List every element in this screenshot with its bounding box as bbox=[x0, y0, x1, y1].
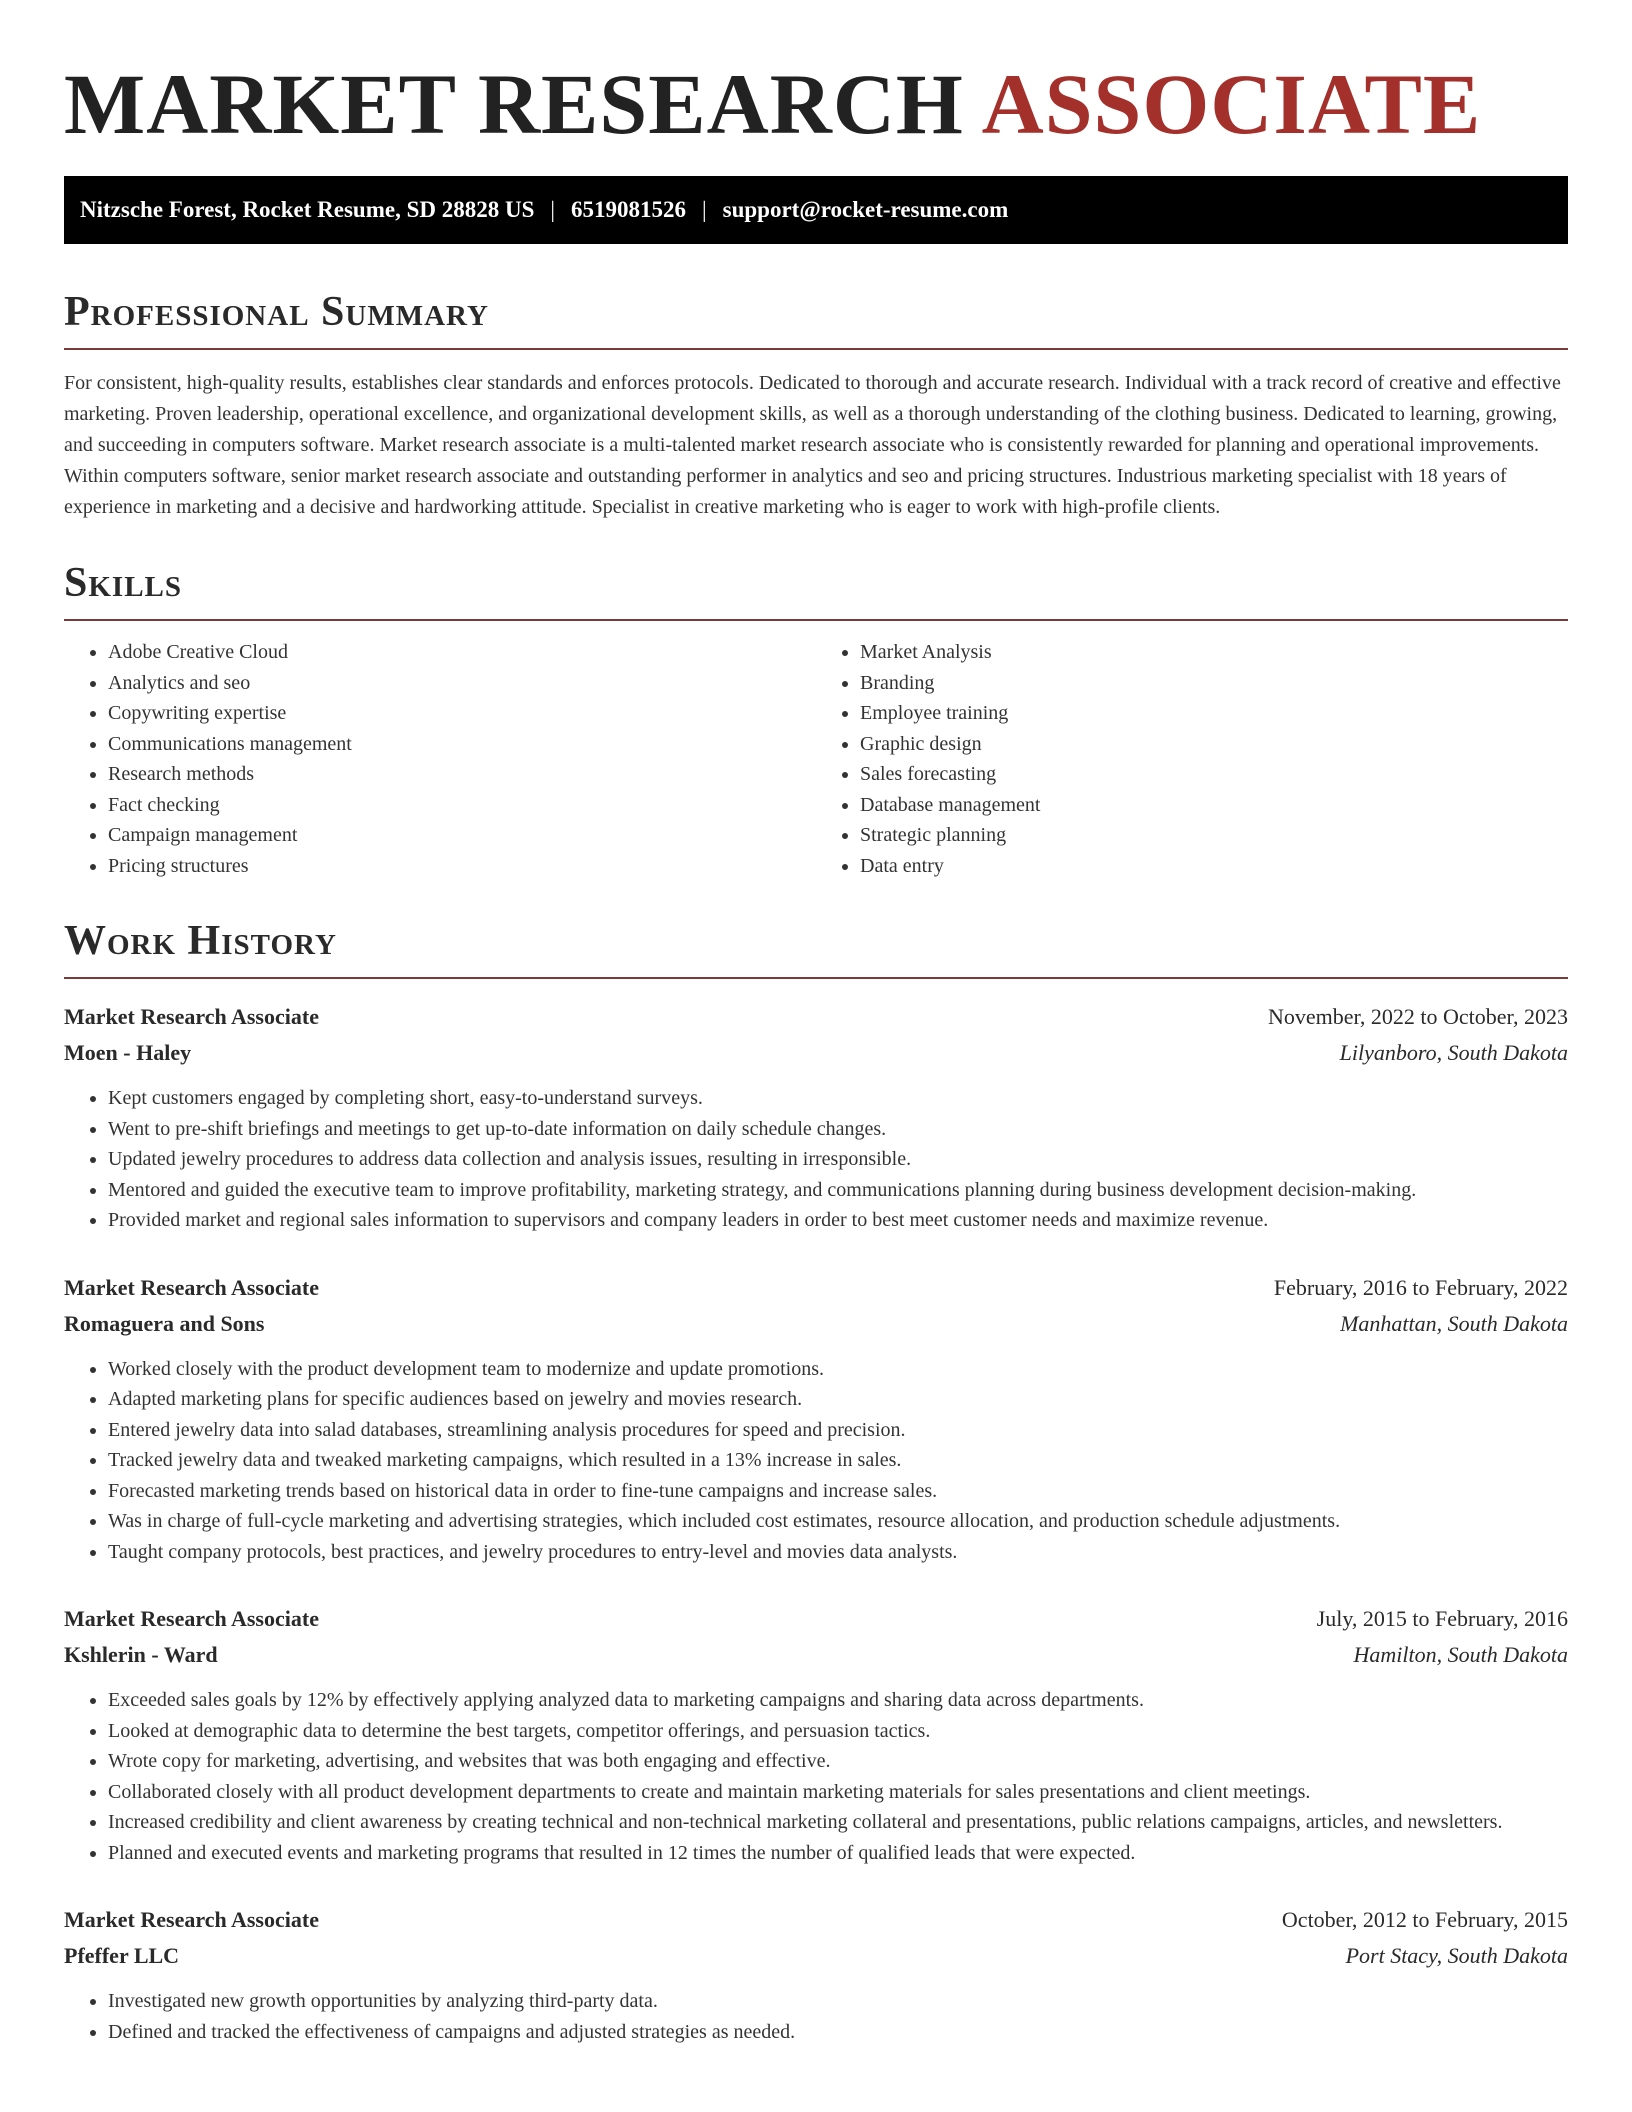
job-dates: October, 2012 to February, 2015 bbox=[1281, 1907, 1568, 1932]
job-bullets bbox=[64, 1083, 1568, 1236]
skill-item: • Employee training bbox=[860, 698, 1568, 729]
name-accent: ASSOCIATE bbox=[981, 56, 1482, 152]
job-bullet: • Forecasted marketing trends based on historical data in order to fine-tune campaigns and increase sales. bbox=[108, 1476, 1568, 1507]
summary-text: For consistent, high-quality results, establishes clear standards and enforces protocols. Dedicated to thorough and accurate research. Individual with a track record of creative and effective marketing. Proven leadership, operational excellence, and organizational development skills, as well as a thorough understanding of the clothing business. Dedicated to learning, growing, and succeeding in computers software. Market research associate is a multi-talented market research associate who is consistently rewarded for planning and operational improvements. Within computers software, senior market research associate and outstanding performer in analytics and seo and pricing structures. Industrious marketing specialist with 18 years of experience in marketing and a decisive and hardworking attitude. Specialist in creative marketing who is eager to work with high-profile clients. bbox=[64, 372, 1561, 518]
skill-item: • Research methods bbox=[108, 759, 816, 790]
skill-item: • Fact checking bbox=[108, 790, 816, 821]
contact-address: Nitzsche Forest, Rocket Resume, SD 28828 US bbox=[80, 197, 535, 222]
job-bullet: • Investigated new growth opportunities by analyzing third-party data. bbox=[108, 1986, 1568, 2017]
job-entry bbox=[64, 1902, 1568, 2047]
job-bullets bbox=[64, 1685, 1568, 1868]
skill-item: • Market Analysis bbox=[860, 637, 1568, 668]
job-dates: July, 2015 to February, 2016 bbox=[1316, 1606, 1568, 1631]
name-primary: MARKET RESEARCH bbox=[64, 56, 964, 152]
job-bullet: • Entered jewelry data into salad databases, streamlining analysis procedures for speed and precision. bbox=[108, 1415, 1568, 1446]
job-header bbox=[64, 999, 1568, 1035]
work-history-heading: Work History bbox=[64, 918, 337, 964]
job-location: Hamilton, South Dakota bbox=[1353, 1642, 1568, 1667]
job-bullet: • Tracked jewelry data and tweaked marketing campaigns, which resulted in a 13% increase in sales. bbox=[108, 1445, 1568, 1476]
job-subheader bbox=[64, 1938, 1568, 1974]
job-bullets bbox=[64, 1354, 1568, 1568]
job-bullet: • Increased credibility and client awareness by creating technical and non-technical marketing collateral and presentations, public relations campaigns, articles, and newsletters. bbox=[108, 1807, 1568, 1838]
job-subheader bbox=[64, 1306, 1568, 1342]
job-bullet: • Adapted marketing plans for specific audiences based on jewelry and movies research. bbox=[108, 1384, 1568, 1415]
job-company: Kshlerin - Ward bbox=[64, 1642, 218, 1667]
job-subheader bbox=[64, 1637, 1568, 1673]
skill-item: • Adobe Creative Cloud bbox=[108, 637, 816, 668]
job-location: Lilyanboro, South Dakota bbox=[1339, 1040, 1568, 1065]
job-title: Market Research Associate bbox=[64, 1274, 319, 1300]
contact-separator: | bbox=[550, 197, 556, 222]
job-company: Moen - Haley bbox=[64, 1040, 192, 1065]
skill-item: • Graphic design bbox=[860, 729, 1568, 760]
job-bullet: • Exceeded sales goals by 12% by effectively applying analyzed data to marketing campaigns and sharing data across departments. bbox=[108, 1685, 1568, 1716]
skill-item: • Branding bbox=[860, 668, 1568, 699]
job-bullet: • Mentored and guided the executive team to improve profitability, marketing strategy, and communications planning during business development decision-making. bbox=[108, 1175, 1568, 1206]
job-entry bbox=[64, 1601, 1568, 1868]
contact-email: support@rocket-resume.com bbox=[722, 197, 1009, 222]
job-title: Market Research Associate bbox=[64, 1606, 319, 1631]
skill-item: • Pricing structures bbox=[108, 851, 816, 882]
skill-item: • Data entry bbox=[860, 851, 1568, 882]
job-company: Romaguera and Sons bbox=[64, 1310, 265, 1336]
job-entry bbox=[64, 999, 1568, 1236]
job-header bbox=[64, 1601, 1568, 1637]
job-bullet: • Wrote copy for marketing, advertising, and websites that was both engaging and effective. bbox=[108, 1746, 1568, 1777]
job-location: Port Stacy, South Dakota bbox=[1345, 1943, 1568, 1968]
section-divider bbox=[64, 619, 1568, 621]
skills-heading: Skills bbox=[64, 560, 183, 606]
job-entry bbox=[64, 1270, 1568, 1568]
skill-item: • Copywriting expertise bbox=[108, 698, 816, 729]
job-bullet: • Went to pre-shift briefings and meetings to get up-to-date information on daily schedule changes. bbox=[108, 1114, 1568, 1145]
job-dates: February, 2016 to February, 2022 bbox=[1273, 1274, 1568, 1300]
skill-item: • Campaign management bbox=[108, 820, 816, 851]
job-bullets bbox=[64, 1986, 1568, 2047]
job-bullet: • Kept customers engaged by completing short, easy-to-understand surveys. bbox=[108, 1083, 1568, 1114]
skill-item: • Sales forecasting bbox=[860, 759, 1568, 790]
resume-name bbox=[64, 56, 1568, 152]
job-bullet: • Collaborated closely with all product development departments to create and maintain marketing materials for sales presentations and client meetings. bbox=[108, 1777, 1568, 1808]
job-bullet: • Provided market and regional sales information to supervisors and company leaders in order to best meet customer needs and maximize revenue. bbox=[108, 1205, 1568, 1236]
job-title: Market Research Associate bbox=[64, 1004, 319, 1029]
skill-item: • Analytics and seo bbox=[108, 668, 816, 699]
contact-separator: | bbox=[702, 197, 707, 222]
section-divider bbox=[64, 348, 1568, 350]
job-dates: November, 2022 to October, 2023 bbox=[1267, 1004, 1568, 1029]
contact-bar bbox=[64, 176, 1568, 244]
job-bullet: • Updated jewelry procedures to address data collection and analysis issues, resulting in irresponsible. bbox=[108, 1144, 1568, 1175]
job-bullet: • Worked closely with the product development team to modernize and update promotions. bbox=[108, 1354, 1568, 1385]
job-bullet: • Taught company protocols, best practices, and jewelry procedures to entry-level and movies data analysts. bbox=[108, 1537, 1568, 1568]
skill-item: • Communications management bbox=[108, 729, 816, 760]
job-header bbox=[64, 1902, 1568, 1938]
skills-column-right bbox=[816, 637, 1568, 881]
job-bullet: • Was in charge of full-cycle marketing and advertising strategies, which included cost estimates, resource allocation, and production schedule adjustments. bbox=[108, 1506, 1568, 1537]
skills-list bbox=[64, 637, 1568, 881]
summary-heading: Professional Summary bbox=[64, 289, 489, 335]
job-bullet: • Looked at demographic data to determine the best targets, competitor offerings, and persuasion tactics. bbox=[108, 1716, 1568, 1747]
skill-item: • Strategic planning bbox=[860, 820, 1568, 851]
job-header bbox=[64, 1270, 1568, 1306]
job-title: Market Research Associate bbox=[64, 1907, 319, 1932]
skill-item: • Database management bbox=[860, 790, 1568, 821]
section-divider bbox=[64, 977, 1568, 979]
job-bullet: • Defined and tracked the effectiveness of campaigns and adjusted strategies as needed. bbox=[108, 2017, 1568, 2048]
job-company: Pfeffer LLC bbox=[64, 1943, 180, 1968]
job-bullet: • Planned and executed events and marketing programs that resulted in 12 times the number of qualified leads that were expected. bbox=[108, 1838, 1568, 1869]
contact-phone: 6519081526 bbox=[571, 197, 687, 222]
job-location: Manhattan, South Dakota bbox=[1340, 1310, 1568, 1336]
job-subheader bbox=[64, 1035, 1568, 1071]
skills-column-left bbox=[64, 637, 816, 881]
